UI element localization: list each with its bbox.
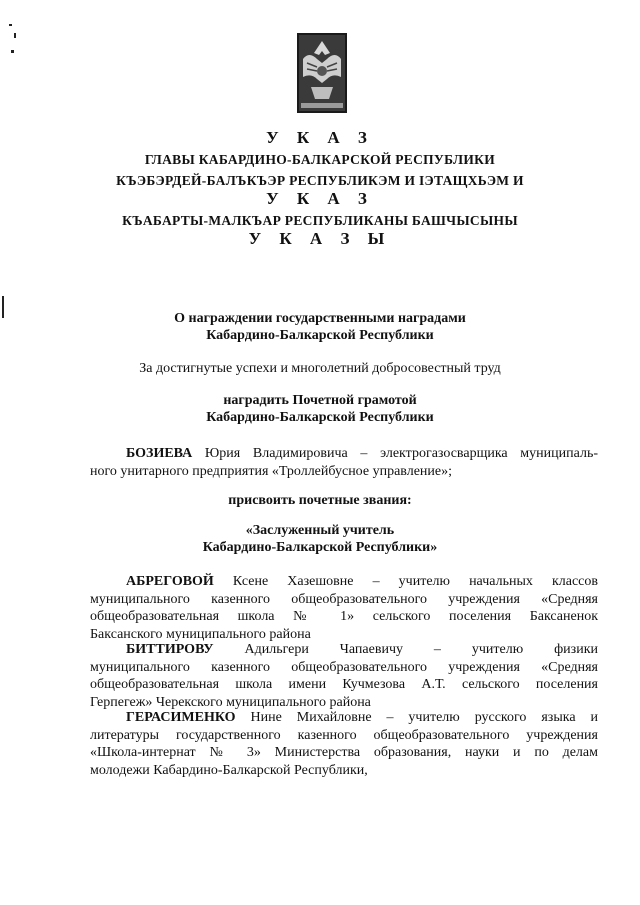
header-line: КЪАБАРТЫ-МАЛКЪАР РЕСПУБЛИКАНЫ БАШЧЫСЫНЫ <box>122 213 518 228</box>
paragraph-line: литературы государственного казенного общеобразовательного учреждения <box>90 727 598 743</box>
paragraph-line: БОЗИЕВА Юрия Владимировича – электрогазосварщика муниципаль- <box>126 446 599 461</box>
paragraph-line: ГЕРАСИМЕНКО Нине Михайловне – учителю русского языка и <box>126 710 598 725</box>
ukaz-heading: У К А З Ы <box>248 229 392 248</box>
honorary-title-line: Кабардино-Балкарской Республики» <box>202 540 438 555</box>
header-line: КЪЭБЭРДЕЙ-БАЛЪКЪЭР РЕСПУБЛИКЭМ И IЭТАЩХЬЭМ И <box>116 173 524 188</box>
award-paragraph <box>90 709 598 779</box>
paragraph-line: общеобразовательная школа № 1» сельского поселения Баксаненок <box>90 609 598 624</box>
header-line: ГЛАВЫ КАБАРДИНО-БАЛКАРСКОЙ РЕСПУБЛИКИ <box>144 152 496 167</box>
ukaz-heading: У К А З <box>266 189 374 208</box>
paragraph-line: «Школа-интернат № 3» Министерства образования, науки и по делам <box>90 745 598 760</box>
coat-of-arms-emblem <box>297 33 347 113</box>
scan-speck <box>9 24 12 26</box>
document-title-line: Кабардино-Балкарской Республики <box>206 328 434 343</box>
paragraph-line: ного унитарного предприятия «Троллейбусное управление»; <box>90 463 452 479</box>
award-heading: присвоить почетные звания: <box>228 493 412 508</box>
paragraph-line: АБРЕГОВОЙ Ксене Хазешовне – учителю начальных классов <box>126 574 598 589</box>
award-paragraph <box>90 573 598 643</box>
award-paragraph <box>90 641 598 711</box>
paragraph-line: молодежи Кабардино-Балкарской Республики, <box>90 762 368 778</box>
person-name: ГЕРАСИМЕНКО <box>126 710 236 725</box>
person-name: БИТТИРОВУ <box>126 642 214 657</box>
scan-speck <box>14 33 16 38</box>
intro-text: За достигнутые успехи и многолетний добросовестный труд <box>139 361 501 376</box>
person-name: АБРЕГОВОЙ <box>126 574 214 589</box>
paragraph-line: общеобразовательная школа имени Кучмезова А.Т. сельского поселения <box>90 677 598 692</box>
award-heading-line: Кабардино-Балкарской Республики <box>206 410 434 425</box>
paragraph-line: Баксанского муниципального района <box>90 626 311 642</box>
document-title-line: О награждении государственными наградами <box>174 311 466 326</box>
person-name: БОЗИЕВА <box>126 446 193 461</box>
ukaz-heading: У К А З <box>266 128 374 147</box>
scan-speck <box>11 50 14 53</box>
paragraph-line: Герпегеж» Черекского муниципального района <box>90 694 371 710</box>
paragraph-line: муниципального казенного общеобразовательного учреждения «Средняя <box>90 659 598 675</box>
paragraph-line: БИТТИРОВУ Адильгери Чапаевичу – учителю физики <box>126 642 598 657</box>
award-paragraph <box>90 445 598 480</box>
paragraph-line: муниципального казенного общеобразовательного учреждения «Средняя <box>90 591 598 607</box>
honorary-title-line: «Заслуженный учитель <box>245 523 395 538</box>
award-heading-line: наградить Почетной грамотой <box>223 393 417 408</box>
